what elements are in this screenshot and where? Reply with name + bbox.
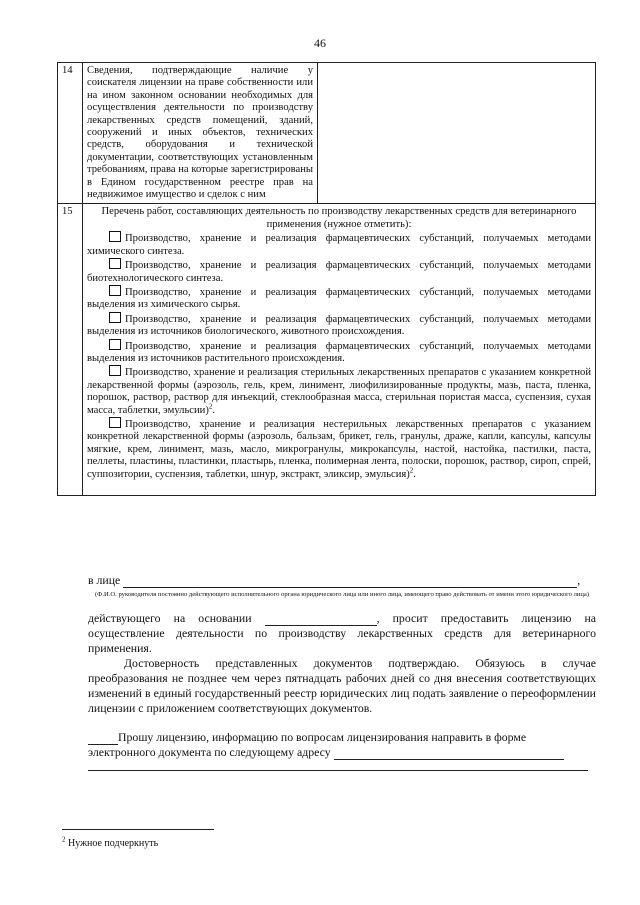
- license-table: [57, 62, 596, 496]
- footnote-divider: [62, 829, 214, 830]
- footnote: [62, 835, 159, 849]
- option-label: Производство, хранение и реализация фармацевтических субстанций, получаемых методами биотехнологического синтеза.: [87, 260, 591, 284]
- in-person-line: [88, 573, 596, 588]
- confirmation-paragraph: Достоверность представленных документов подтверждаю. Обязуюсь в случае преобразования не позднее чем через пятнадцать рабочих дней со дня внесения соответствующих изменений в единый государственный реестр юридических лиц подать заявление о переоформлении лицензии с приложением соответствующих документов.: [88, 656, 596, 715]
- acting-paragraph: [88, 611, 596, 656]
- request-text: Прошу лицензию, информацию по вопросам лицензирования направить в форме электронного документа по следующему адресу: [88, 730, 527, 759]
- list-item: [87, 231, 591, 258]
- checkbox[interactable]: [109, 312, 121, 323]
- checkbox[interactable]: [109, 365, 121, 376]
- list-item: [87, 285, 591, 312]
- list-item: [87, 339, 591, 366]
- works-list-heading: Перечень работ, составляющих деятельность по производству лекарственных средств для ветеринарного применения (нужное отметить):: [101, 206, 577, 230]
- checkbox[interactable]: [109, 417, 121, 428]
- list-item: [87, 258, 591, 285]
- representative-caption: (Ф.И.О. руководителя постоянно действующего исполнительного органа юридического лица или иного лица, имеющего право действовать от имени этого юридического лица): [94, 591, 590, 598]
- table-row: [58, 204, 596, 496]
- representative-name-field[interactable]: [123, 575, 577, 588]
- option-label: Производство, хранение и реализация стерильных лекарственных препаратов с указанием конкретной лекарственной формы (аэрозоль, гель, крем, линимент, лиофилизированные продукты, мазь, паста, пленка, порошок, раствор, раствор для инъекций, стеклообразная масса, стерильная пористая масса, суспензия, сухая масса, таблетки, эмульсии): [87, 367, 591, 416]
- address-field[interactable]: [334, 747, 564, 760]
- option-label: Производство, хранение и реализация фармацевтических субстанций, получаемых методами выделения из источников биологического, животного происхождения.: [87, 313, 591, 338]
- row-number: 15: [58, 204, 83, 496]
- option-label: Производство, хранение и реализация фармацевтических субстанций, получаемых методами выделения из химического сырья.: [87, 286, 591, 311]
- footnote-ref: 2: [208, 402, 213, 411]
- comma: ,: [577, 573, 581, 587]
- acting-start: действующего на основании: [88, 611, 252, 625]
- request-mark-field[interactable]: [88, 732, 118, 745]
- page-number: 46: [314, 36, 326, 50]
- footnote-ref: 2: [409, 466, 414, 475]
- list-item: Производство, хранение и реализация стерильных лекарственных препаратов с указанием конкретной лекарственной формы (аэрозоль, гель, крем, линимент, лиофилизированные продукты, мазь, паста, пленка, порошок, раствор, раствор для инъекций, стеклообразная масса, стерильная пористая масса, суспензия, сухая масса, таблетки, эмульсии)$^2$.: [87, 367, 591, 416]
- basis-field[interactable]: [265, 613, 377, 626]
- row-description: Сведения, подтверждающие наличие у соискателя лицензии на праве собственности или на ином законном основании необходимых для осуществления деятельности по производству лекарственных средств помещений, зданий, сооружений и иных объектов, технических средств, оборудования и технической документации, соответствующих установленным требованиям, права на которые зарегистрированы в Едином государственном реестре прав на недвижимое имущество и сделок с ним: [83, 63, 318, 204]
- address-extra-line[interactable]: [88, 770, 588, 771]
- option-label: Производство, хранение и реализация фармацевтических субстанций, получаемых методами химического синтеза.: [87, 233, 591, 257]
- checkbox[interactable]: [109, 258, 121, 269]
- works-list-cell: [83, 204, 596, 496]
- table-row: [58, 63, 596, 204]
- option-label: Производство, хранение и реализация фармацевтических субстанций, получаемых методами выделения из источников растительного происхождения.: [87, 340, 591, 364]
- request-paragraph: [88, 730, 596, 760]
- list-item: Производство, хранение и реализация нестерильных лекарственных препаратов с указанием конкретной лекарственной формы (аэрозоль, бальзам, брикет, гель, гранулы, драже, капли, капсулы, капсулы мягкие, крем, линимент, мазь, масло, микрогранулы, микрокапсулы, настой, настойка, пастилки, паста, пеллеты, пластины, пластинки, пластырь, пленка, полимерная лента, полоски, порошок, раствор, сироп, спрей, суппозитории, суспензия, таблетки, шнур, экстракт, эликсир, эмульсия)$^2$.: [87, 418, 591, 480]
- in-person-label: в лице: [88, 573, 121, 587]
- checkbox[interactable]: [109, 339, 121, 350]
- footnote-text: Нужное подчеркнуть: [68, 838, 159, 849]
- acting-end: , просит предоставить лицензию на осуществление деятельности по производству лекарственных средств для ветеринарного применения.: [88, 611, 597, 655]
- footnote-number: 2: [62, 835, 66, 844]
- row-value-cell[interactable]: [318, 63, 596, 204]
- row-number: 14: [58, 63, 83, 204]
- option-label: Производство, хранение и реализация нестерильных лекарственных препаратов с указанием конкретной лекарственной формы (аэрозоль, бальзам, брикет, гель, гранулы, драже, капли, капсулы, капсулы мягкие, крем, линимент, мазь, масло, микрогранулы, микрокапсулы, настой, настойка, пастилки, паста, пеллеты, пластины, пластинки, пластырь, пленка, полимерная лента, полоски, порошок, раствор, сироп, спрей, суппозитории, суспензия, таблетки, шнур, экстракт, эликсир, эмульсия): [87, 418, 591, 480]
- checkbox[interactable]: [109, 231, 121, 242]
- checkbox[interactable]: [109, 285, 121, 296]
- list-item: [87, 312, 591, 339]
